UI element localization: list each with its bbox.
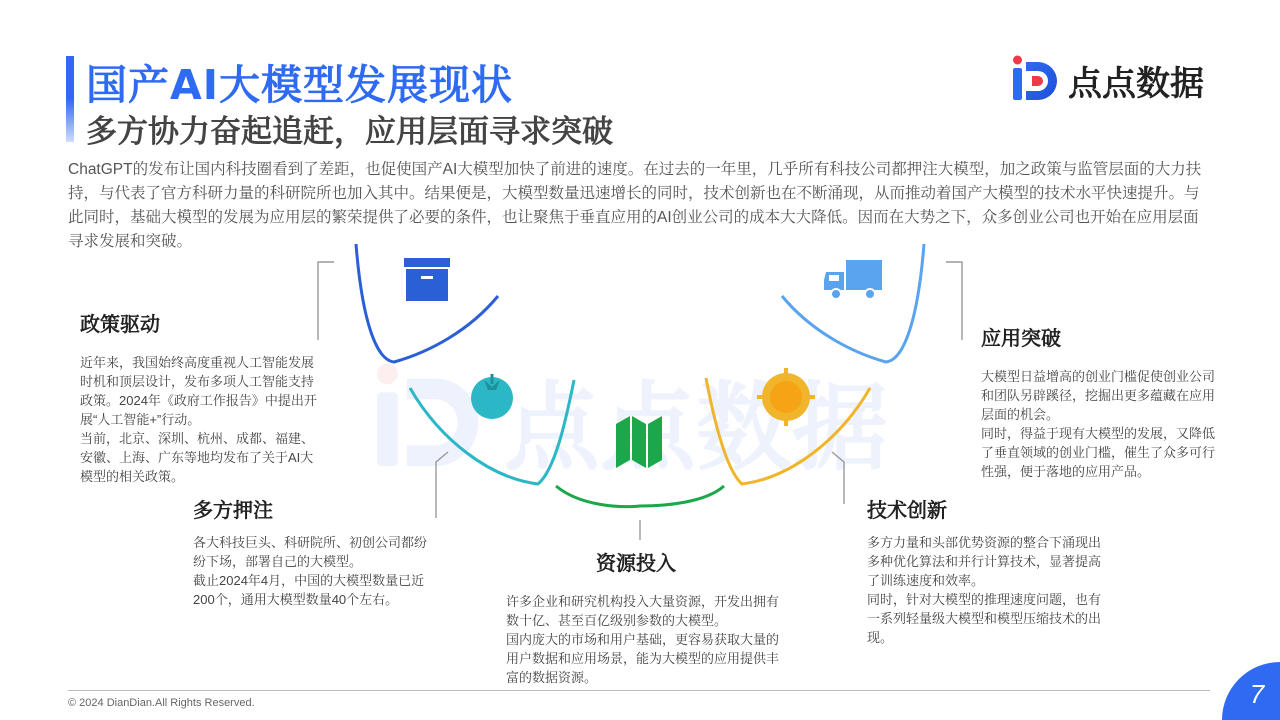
block-app-text: 大模型日益增高的创业门槛促使创业公司和团队另辟蹊径，挖掘出更多蕴藏在应用层面的机会。 同时，得益于现有大模型的发展，又降低了垂直领域的创业门槛，催生了众多可行性强，便于落地的应用产品。 <box>981 369 1216 479</box>
block-policy <box>80 308 320 486</box>
page-subtitle: 多方协力奋起追赶，应用层面寻求突破 <box>86 114 613 150</box>
tomato-icon <box>471 374 513 419</box>
block-resource <box>506 547 784 687</box>
block-app <box>981 322 1216 481</box>
page-number: 7 <box>1222 662 1280 720</box>
arc-resource <box>556 486 724 507</box>
intro-paragraph: ChatGPT的发布让国内科技圈看到了差距，也促使国产AI大模型加快了前进的速度。在过去的一年里，几乎所有科技公司都押注大模型，加之政策与监管层面的大力扶持，与代表了官方科研力量的科研院所也加入其中。结果便是，大模型数量迅速增长的同时，技术创新也在不断涌现，从而推动着国产大模型的技术水平快速提升。与此同时，基础大模型的发展为应用层的繁荣提供了必要的条件，也让聚焦于垂直应用的AI创业公司的成本大大降低。因而在大势之下，众多创业公司也开始在应用层面寻求发展和突破。 <box>68 161 1202 250</box>
block-policy-text: 近年来，我国始终高度重视人工智能发展时机和顶层设计，发布多项人工智能支持政策。2024年《政府工作报告》中提出开展“人工智能+”行动。 当前，北京、深圳、杭州、成都、福建、安徽、上海、广东等地均发布了关于AI大模型的相关政策。 <box>80 355 317 484</box>
title-accent-bar <box>66 56 74 142</box>
archive-box-icon <box>404 258 450 301</box>
block-tech-title: 技术创新 <box>867 498 947 522</box>
arc-policy <box>356 244 498 362</box>
block-resource-text: 许多企业和研究机构投入大量资源，开发出拥有数十亿、甚至百亿级别参数的大模型。 国内庞大的市场和用户基础，更容易获取大量的用户数据和应用场景，能为大模型的应用提供丰富的数据资源。 <box>506 594 780 685</box>
watermark-logo-icon <box>370 360 490 480</box>
block-players-title: 多方押注 <box>193 498 273 522</box>
arc-app <box>782 244 924 362</box>
brand-logo <box>1010 54 1222 106</box>
block-resource-title: 资源投入 <box>596 551 676 575</box>
block-policy-title: 政策驱动 <box>80 312 160 336</box>
footer-divider <box>68 690 1210 691</box>
logo-text: 点点数据 <box>1068 63 1204 104</box>
copyright: © 2024 DianDian.All Rights Reserved. <box>68 697 255 709</box>
page-title: 国产AI大模型发展现状 <box>86 61 513 109</box>
connector-tech <box>832 452 844 504</box>
block-players <box>193 494 438 609</box>
arc-players <box>410 380 574 484</box>
block-tech-text: 多方力量和头部优势资源的整合下涌现出多种优化算法和并行计算技术，显著提高了训练速度和效率。 同时，针对大模型的推理速度问题，也有一系列轻量级大模型和模型压缩技术的出现。 <box>867 535 1102 645</box>
connector-app <box>946 262 962 340</box>
delivery-truck-icon <box>824 260 882 299</box>
block-app-title: 应用突破 <box>981 326 1061 350</box>
block-players-text: 各大科技巨头、科研院所、初创公司都纷纷下场，部署自己的大模型。 截止2024年4月，中国的大模型数量已近200个，通用大模型数量40个左右。 <box>193 535 428 607</box>
block-tech <box>867 494 1112 647</box>
diandian-logo-icon <box>1010 54 1062 106</box>
watermark <box>370 360 930 484</box>
arc-tech <box>706 378 870 484</box>
sun-icon <box>757 368 815 426</box>
connector-policy <box>318 262 334 340</box>
map-icon <box>616 416 662 468</box>
watermark-text: 点点数据 <box>504 371 888 484</box>
